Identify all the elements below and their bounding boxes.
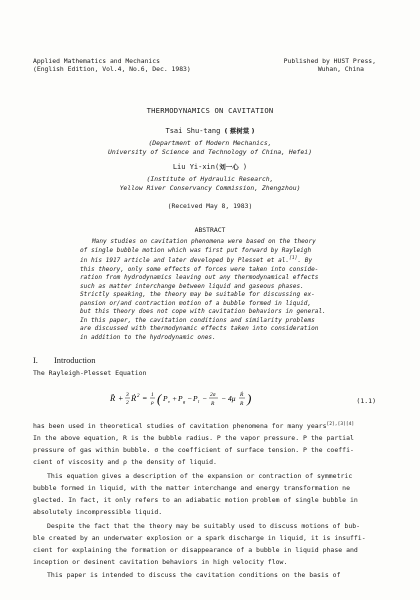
svg-text:(: ( [157,391,162,406]
abstract-line-text: in his 1917 article and later developed by Plesset et al. [80,257,290,265]
publisher-location: Wuhan, China [317,65,364,73]
svg-text:−: − [187,394,193,403]
abstract-line: are discussed with thermodynamic effects taken into consideration [80,325,319,333]
abstract-line: of single bubble motion which was first put forward by Rayleigh [80,246,312,254]
svg-text:2: 2 [126,400,129,406]
svg-text:Ṙ: Ṙ [240,392,244,398]
abstract-line: Strictly speaking, the theory may be suitable for discussing ex- [80,291,315,299]
journal-name: Applied Mathematics and Mechanics [33,57,160,65]
svg-text:+: + [172,394,178,403]
svg-text:2σ: 2σ [210,392,216,398]
paragraph-line-text: has been used in theoretical studies of cavitation phenomena for many years [33,422,327,431]
paragraph-line [33,422,354,430]
svg-text:3: 3 [126,392,129,398]
abstract-line-tail: . By [297,257,313,265]
svg-text:R: R [211,401,215,407]
svg-text:+: + [118,394,124,403]
author-2-affiliation-line-2: Yellow River Conservancy Commission, Zhengzhou) [119,184,301,192]
paragraph-line: bubble formed in liquid, with the matter interchange and energy transformation ne [33,484,350,492]
svg-text:1: 1 [151,392,154,398]
paragraph-line: Despite the fact that the theory may be suitably used to discuss motions of bub- [47,522,361,530]
author-1-chinese-name: ( 蔡树棠 ) [224,127,255,135]
citation: [1] [289,256,298,261]
author-1-name: Tsai Shu-tang [165,127,221,135]
section-title: Introduction [53,356,96,365]
author-1-affiliation-line-1: (Department of Modern Mechanics, [148,139,272,147]
paragraph-line: glected. In fact, it only refers to an adiabatic motion problem of single bubble in [33,496,358,504]
abstract-line: Many studies on cavitation phenomena were based on the theory [92,238,316,245]
abstract-line: ration from hydrodynamics leaving out any thermodynamical effects [80,274,319,282]
paragraph-line: pressure of gas within bubble. σ the coefficient of surface tension. P the coeffi- [33,446,354,454]
svg-text:Ṙ: Ṙ [131,393,137,403]
paragraph-line: cient of viscosity and ρ the density of liquid. [33,458,217,466]
svg-text:=: = [142,394,148,403]
svg-text:v: v [168,399,170,404]
citation: [2],[3][4] [326,422,355,427]
abstract-heading: ABSTRACT [194,226,226,234]
paragraph-line: This paper is intended to discuss the cavitation conditions on the basis of [47,571,341,579]
svg-text:P: P [178,394,183,403]
paragraph-line: absolutely incompressible liquid. [33,508,163,516]
author-2-name: Liu Yi-xin( [172,163,220,171]
svg-text:−: − [221,394,227,403]
svg-text:R̈: R̈ [110,393,116,403]
svg-text:P: P [163,394,168,403]
author-2-chinese-name: 刘一心 [219,163,239,171]
abstract-line: pansion or/and contraction motion of a bubble formed in liquid, [80,299,312,307]
svg-text:l: l [198,399,200,404]
author-1 [0,126,420,135]
received-date: (Received May 8, 1983) [167,202,253,210]
author-2-close: ) [238,163,248,171]
paragraph-line: In the above equation, R is the bubble radius. P the vapor pressure. P the partial [33,434,354,442]
abstract-line [80,255,370,266]
abstract-line: such as matter interchange between liquid and gaseous phases. [80,282,304,290]
svg-text:−: − [202,394,208,403]
paragraph-line: inception or desinent cavitation behaviors in high velocity flow. [33,558,288,566]
svg-text:4μ: 4μ [228,394,236,403]
publisher-name: Published by HUST Press, [283,57,376,65]
abstract-line: In this paper, the cavitation conditions and similarity problems [80,316,315,324]
equation-number: (1.1) [356,397,376,405]
paragraph-line: This equation gives a description of the expansion or contraction of symmetric [47,472,353,480]
section-number: I. [33,356,38,365]
svg-text:ρ: ρ [151,400,154,406]
paragraph-line: cient for explaining the formation or disappearance of a bubble in liquid phase and [33,546,358,554]
author-1-affiliation-line-2: University of Science and Technology of China, Hefei) [108,148,312,156]
equation-intro: The Rayleigh-Plesset Equation [33,369,147,377]
paper-title: THERMODYNAMICS ON CAVITATION [146,106,274,115]
paragraph-line: ble created by an underwater explosion or a spark discharge in liquid, it is insuffi- [33,534,366,542]
svg-text:R: R [240,401,244,407]
journal-edition: (English Edition, Vol.4, No.6, Dec. 1983) [33,65,191,73]
svg-text:P: P [193,394,198,403]
author-2-affiliation-line-1: (Institute of Hydraulic Research, [146,175,274,183]
author-2 [0,162,420,171]
abstract-line: in addition to the hydrodynamic ones. [80,333,216,341]
abstract-body [80,238,370,342]
abstract-line: but this theory does not cope with cavitation behaviors in general. [80,308,326,316]
svg-text:2: 2 [137,394,140,399]
svg-text:g: g [183,399,186,404]
abstract-line: this theory, only some effects of forces were taken into conside- [80,265,319,273]
section-heading [33,356,95,365]
svg-text:): ) [247,391,252,406]
